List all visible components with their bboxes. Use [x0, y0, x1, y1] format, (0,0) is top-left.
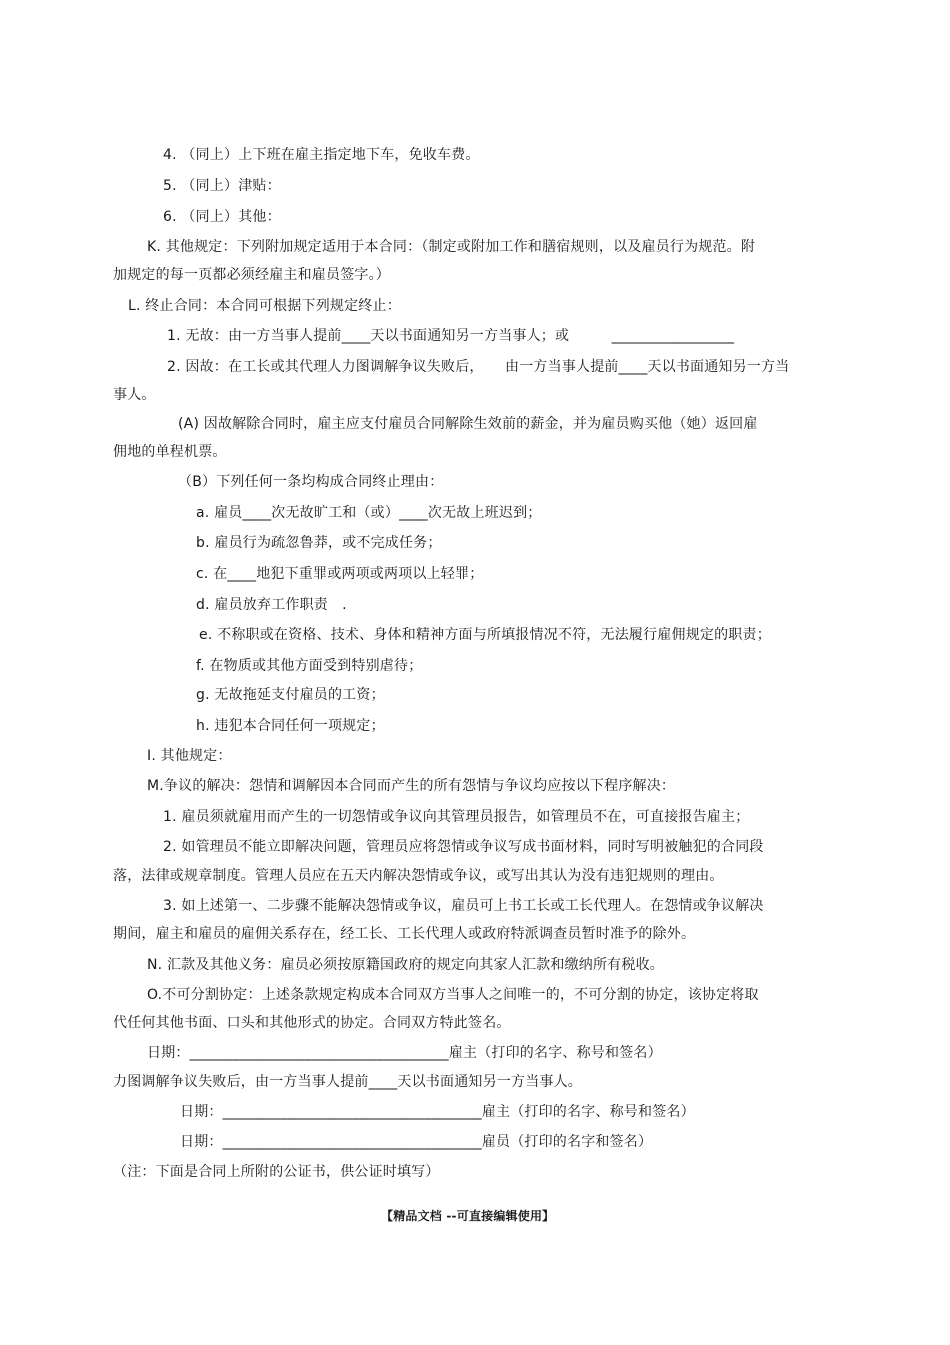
page-footer: 【精品文档 --可直接编辑使用】: [381, 1209, 555, 1223]
text-line: 期间，雇主和雇员的雇佣关系存在，经工长、工长代理人或政府特派调查员暂时准予的除外。: [113, 926, 696, 942]
signature-date-line: 日期：____________________________________雇主（打印的名字、称号和签名）: [180, 1104, 695, 1120]
text-line: 佣地的单程机票。: [113, 444, 227, 460]
text-line: d. 雇员放弃工作职责 .: [196, 597, 347, 613]
text-line: K. 其他规定：下列附加规定适用于本合同：（制定或附加工作和膳宿规则，以及雇员行为规范。附: [147, 239, 756, 255]
text-line: 2. 如管理员不能立即解决问题，管理员应将怨情或争议写成书面材料，同时写明被触犯的合同段: [163, 839, 764, 855]
text-line: 1. 雇员须就雇用而产生的一切怨情或争议向其管理员报告，如管理员不在，可直接报告雇主；: [163, 809, 750, 825]
text-line: 事人。: [113, 387, 156, 403]
text-line: 5. （同上）津贴：: [163, 178, 281, 194]
text-line: 3. 如上述第一、二步骤不能解决怨情或争议，雇员可上书工长或工长代理人。在怨情或争议解决: [163, 898, 764, 914]
text-line: （B）下列任何一条均构成合同终止理由：: [178, 474, 444, 490]
text-line: I. 其他规定：: [147, 748, 232, 764]
text-line: 2. 因故：在工长或其代理人力图调解争议失败后， 由一方当事人提前____天以书面通知另一方当: [167, 359, 790, 375]
text-line: L. 终止合同：本合同可根据下列规定终止：: [128, 298, 401, 314]
text-line: 加规定的每一页都必须经雇主和雇员签字。）: [113, 267, 390, 283]
signature-date-line: 日期：____________________________________雇员（打印的名字和签名）: [180, 1134, 653, 1150]
text-line: c. 在____地犯下重罪或两项或两项以上轻罪；: [196, 566, 484, 582]
text-line: 落，法律或规章制度。管理人员应在五天内解决怨情或争议，或写出其认为没有违犯规则的理由。: [113, 868, 724, 884]
text-line: b. 雇员行为疏忽鲁莽，或不完成任务；: [196, 535, 442, 551]
text-line: M.争议的解决：怨情和调解因本合同而产生的所有怨情与争议均应按以下程序解决：: [147, 778, 676, 794]
text-line: e. 不称职或在资格、技术、身体和精神方面与所填报情况不符，无法履行雇佣规定的职责；: [199, 627, 771, 643]
text-line: (A) 因故解除合同时，雇主应支付雇员合同解除生效前的薪金，并为雇员购买他（她）返回雇: [178, 416, 758, 432]
text-line: f. 在物质或其他方面受到特别虐待；: [196, 658, 423, 674]
text-line: O.不可分割协定：上述条款规定构成本合同双方当事人之间唯一的，不可分割的协定，该协定将取: [147, 987, 759, 1003]
signature-date-line: 日期：____________________________________雇主（打印的名字、称号和签名）: [147, 1045, 662, 1061]
text-line: 力图调解争议失败后，由一方当事人提前____天以书面通知另一方当事人。: [113, 1074, 582, 1090]
text-line: a. 雇员____次无故旷工和（或）____次无故上班迟到；: [196, 505, 542, 521]
text-line: h. 违犯本合同任何一项规定；: [196, 718, 385, 734]
text-line: 代任何其他书面、口头和其他形式的协定。合同双方特此签名。: [113, 1015, 511, 1031]
text-line: 4. （同上）上下班在雇主指定地下车，免收车费。: [163, 147, 480, 163]
note-line: （注：下面是合同上所附的公证书，供公证时填写）: [113, 1164, 440, 1180]
text-line: 6. （同上）其他：: [163, 209, 281, 225]
text-line: 1. 无故：由一方当事人提前____天以书面通知另一方当事人；或 _________________: [167, 328, 735, 344]
text-line: N. 汇款及其他义务：雇员必须按原籍国政府的规定向其家人汇款和缴纳所有税收。: [147, 957, 664, 973]
text-line: g. 无故拖延支付雇员的工资；: [196, 687, 385, 703]
